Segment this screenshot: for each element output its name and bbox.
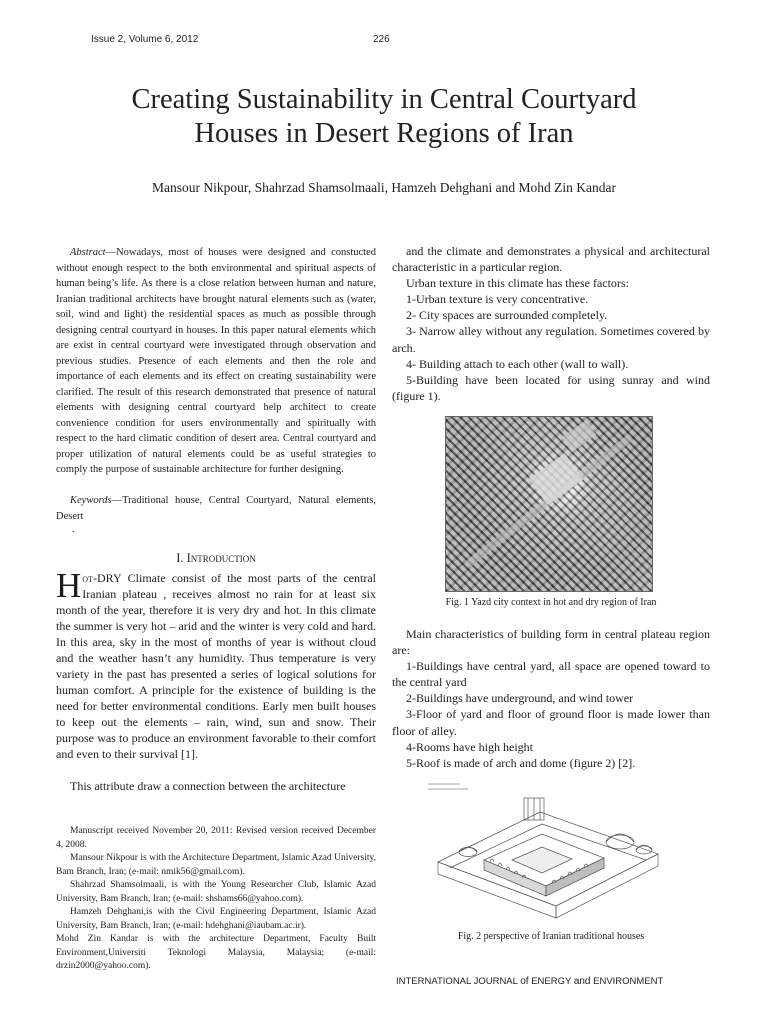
- figure-2-caption: Fig. 2 perspective of Iranian traditional houses: [457, 931, 645, 942]
- abstract-label: Abstract: [70, 247, 106, 258]
- factors-lead: Urban texture in this climate has these factors:: [406, 276, 629, 291]
- building-characteristics-text: [392, 626, 710, 771]
- keywords-text: Traditional house, Central Courtyard, Natural elements, Desert: [56, 495, 376, 522]
- characteristic-item: 4-Rooms have high height: [406, 739, 533, 754]
- title-line-1: Creating Sustainability in Central Courtyard: [131, 84, 637, 115]
- characteristic-item: 2-Buildings have underground, and wind tower: [406, 691, 634, 706]
- figure-1-caption: Fig. 1 Yazd city context in hot and dry region of Iran: [445, 597, 657, 608]
- page-number: 226: [373, 34, 390, 45]
- abstract-text: Nowadays, most of houses were designed and constucted without enough respect to the both environmental and spiritual aspects of human being’s life. As there is a close relation between human and nature, Iranian traditional architects have brought natural elements such as (water, soil, wind and light) the residential spaces as much as possible through designing central courtyard in houses. In this paper natural elements which are exist in central courtyard were investigated through observation and previous studies. Presence of each elements and then the role and importance of each elements and its effect on creating sustainability were clarified. The result of this research demonstrated that presence of natural elements with designing central courtyard help architect to create convenience condition for users environmentally and spiritually with respect to the hard climatic condition of desert area. Central courtyard and proper utilization of natural elements could be as useful strategies to comply the purpose of sustainable architecture for further designing.: [56, 247, 376, 475]
- factor-item: 2- City spaces are surrounded completely.: [406, 308, 608, 323]
- section-numeral: I.: [176, 551, 187, 565]
- aerial-courtyard: [529, 453, 583, 504]
- footer-text: INTERNATIONAL JOURNAL: [396, 976, 521, 987]
- figure-1-aerial-photo: [445, 416, 653, 592]
- authors: Mansour Nikpour, Shahrzad Shamsolmaali, Hamzeh Dehghani and Mohd Zin Kandar: [152, 180, 616, 195]
- title-line-2: Houses in Desert Regions of Iran: [194, 118, 574, 149]
- keywords-trailing-dot: .: [72, 524, 75, 535]
- characteristic-item: 1-Buildings have central yard, all space are opened toward to the central yard: [392, 659, 710, 690]
- courtyard-pool: [512, 847, 572, 873]
- factor-item: 4- Building attach to each other (wall to wall).: [406, 356, 629, 371]
- keywords-label: Keywords: [70, 495, 112, 506]
- journal-footer: [396, 976, 663, 987]
- house-outer-wall: [556, 854, 658, 918]
- keywords: [56, 493, 376, 524]
- dome: [606, 835, 634, 849]
- dome: [459, 848, 477, 857]
- characteristic-item: 3-Floor of yard and floor of ground floor is made lower than floor of alley.: [392, 707, 710, 738]
- intro-first-word: ot-DRY: [82, 571, 122, 585]
- footnote: Shahrzad Shamsolmaali, is with the Young Researcher Club, Islamic Azad University, Bam Branch, Iran; (e-mail: shshams66@yahoo.com).: [56, 880, 376, 904]
- figure-2-house-perspective: [420, 778, 678, 928]
- drop-cap: H: [56, 566, 82, 605]
- footnotes: [56, 825, 376, 974]
- abstract: [56, 245, 376, 478]
- characteristic-item: 5-Roof is made of arch and dome (figure 2) [2].: [406, 755, 636, 770]
- section-heading: [56, 551, 376, 566]
- intro-text: Climate consist of the most parts of the central Iranian plateau , receives almost no rain for at least six month of the year, therefore it is very dry and hot. In this climate the summer is very hot – arid and the winter is very cold and hard. In this area, sky in the most of months of year is without cloud and the weather hasn’t any humidity. Thus temperature is very variety in the past has presented a series of logical solutions for human comfort. A principle for the existence of building is the need for better environmental conditions. Early men built houses to keep out the elements – rain, wind, sun and snow. Their purpose was to produce an environment favorable to their comfort and even to their survival [1].: [56, 571, 376, 761]
- keywords-dash: —: [111, 495, 123, 506]
- abstract-dash: —: [105, 247, 117, 258]
- footnote: Mohd Zin Kandar is with the architecture Department, Faculty Built Environment,Universiti Teknologi Malaysia, Malaysia; (e-mail: drzin2000@yahoo.com).: [56, 934, 376, 971]
- section-title: Introduction: [186, 551, 256, 565]
- paper-title: [60, 83, 708, 151]
- footer-text: of: [520, 976, 529, 987]
- factor-item: 1-Urban texture is very concentrative.: [406, 292, 589, 307]
- introduction-paragraph-2: This attribute draw a connection between the architecture: [70, 779, 346, 793]
- urban-texture-text: [392, 243, 710, 404]
- factor-item: 3- Narrow alley without any regulation. Sometimes covered by arch.: [392, 324, 710, 355]
- footnote: Hamzeh Dehghani,is with the Civil Engineering Department, Islamic Azad University, Bam Branch, Iran; (e-mail: hdehghani@iaubam.ac.ir).: [56, 907, 376, 931]
- aerial-courtyard: [562, 420, 597, 452]
- introduction-paragraph: [56, 566, 376, 762]
- continuation-paragraph: and the climate and demonstrates a physical and architectural characteristic in a particular region.: [392, 244, 710, 275]
- footer-text: and: [573, 976, 591, 987]
- footnote: Manuscript received November 20, 2011: Revised version received December 4, 2008.: [56, 826, 376, 850]
- footer-text: ENERGY: [528, 976, 574, 987]
- issue-label: Issue 2, Volume 6, 2012: [91, 34, 199, 45]
- footnote: Mansour Nikpour is with the Architecture Department, Islamic Azad University, Bam Branch, Iran; (e-mail: nmik56@gmail.com).: [56, 853, 376, 877]
- footer-text: ENVIRONMENT: [590, 976, 664, 987]
- factor-item: 5-Building have been located for using sunray and wind (figure 1).: [392, 372, 710, 403]
- characteristics-lead: Main characteristics of building form in central plateau region are:: [392, 627, 710, 658]
